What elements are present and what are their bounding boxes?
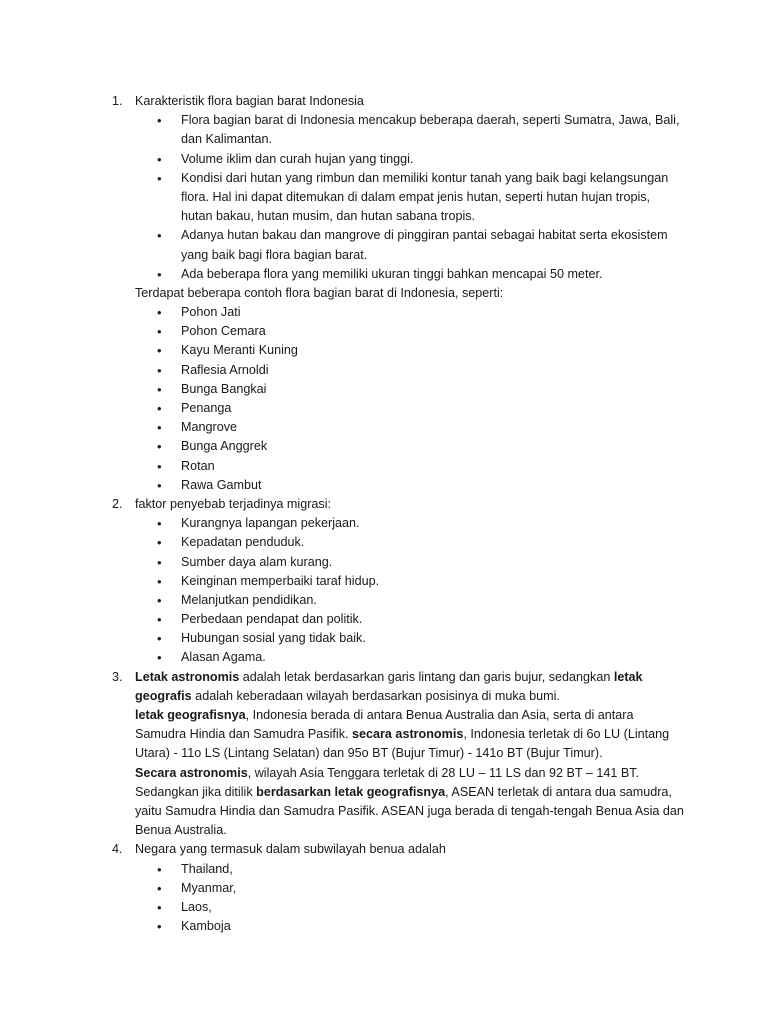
list-item-text: Rotan — [181, 458, 215, 473]
list-item-continuation — [0, 246, 768, 265]
list-item-text: Kepadatan penduduk. — [181, 535, 305, 550]
section-title: faktor penyebab terjadinya migrasi: — [135, 496, 332, 511]
list-item-text: yang baik bagi flora bagian barat. — [181, 247, 368, 262]
section-title: Negara yang termasuk dalam subwilayah benua adalah — [135, 842, 446, 857]
list-item-text: Keinginan memperbaiki taraf hidup. — [181, 573, 380, 588]
bullet-icon: • — [157, 343, 162, 359]
bullet-icon: • — [157, 381, 162, 397]
list-item — [0, 341, 768, 360]
list-item-text: Kamboja — [181, 919, 231, 934]
bullet-icon: • — [157, 477, 162, 493]
bullet-icon: • — [157, 420, 162, 436]
paragraph-text — [135, 725, 669, 744]
list-item — [0, 457, 768, 476]
paragraph-line — [0, 764, 768, 783]
bullet-icon: • — [157, 592, 162, 608]
list-item-text: flora. Hal ini dapat ditemukan di dalam empat jenis hutan, seperti hutan hujan tropis, — [181, 189, 651, 204]
text-run: , Indonesia terletak di 6o LU (Lintang — [463, 727, 670, 742]
list-number: 2. — [112, 496, 123, 511]
list-item-text: Bunga Anggrek — [181, 439, 268, 454]
bullet-icon: • — [157, 458, 162, 474]
list-item — [0, 111, 768, 130]
bullet-icon: • — [157, 650, 162, 666]
list-number: 4. — [112, 842, 123, 857]
list-item — [0, 380, 768, 399]
list-item-text: dan Kalimantan. — [181, 132, 273, 147]
bullet-icon: • — [157, 305, 162, 321]
paragraph-line — [0, 687, 768, 706]
list-item — [0, 265, 768, 284]
list-item — [0, 150, 768, 169]
bullet-icon: • — [157, 631, 162, 647]
text-run: yaitu Samudra Hindia dan Samudra Pasifik. ASEAN juga berada di tengah-tengah Benua Asia dan — [135, 803, 684, 818]
bold-term: secara astronomis — [352, 727, 464, 742]
section-2-heading — [0, 495, 768, 514]
list-item-text: Alasan Agama. — [181, 650, 266, 665]
list-item-continuation — [0, 188, 768, 207]
list-item-text: Sumber daya alam kurang. — [181, 554, 333, 569]
bullet-icon: • — [157, 362, 162, 378]
bold-term: Secara astronomis — [135, 765, 248, 780]
bold-term: Letak astronomis — [135, 669, 240, 684]
bold-term: letak geografisnya — [135, 708, 246, 722]
bullet-icon: • — [157, 861, 162, 877]
bullet-icon: • — [157, 228, 162, 244]
list-item-text: Hubungan sosial yang tidak baik. — [181, 631, 366, 646]
paragraph-text — [135, 802, 684, 821]
section-1-heading — [0, 92, 768, 111]
list-number: 1. — [112, 94, 123, 108]
list-item-text: Mangrove — [181, 420, 238, 435]
list-item-text: Penanga — [181, 401, 232, 415]
bullet-icon: • — [157, 266, 162, 282]
bold-term: berdasarkan letak geografisnya — [256, 784, 446, 799]
bullet-icon: • — [157, 535, 162, 551]
paragraph-line — [0, 725, 768, 744]
list-item-text: Melanjutkan pendidikan. — [181, 592, 317, 607]
bullet-icon: • — [157, 554, 162, 570]
text-run: adalah keberadaan wilayah berdasarkan posisinya di muka bumi. — [191, 688, 560, 703]
text-run: adalah letak berdasarkan garis lintang dan garis bujur, sedangkan — [239, 669, 614, 684]
list-item-continuation — [0, 130, 768, 149]
list-item — [0, 418, 768, 437]
bullet-icon: • — [157, 612, 162, 628]
bullet-icon: • — [157, 324, 162, 340]
paragraph-text — [135, 687, 560, 706]
list-item-text: Ada beberapa flora yang memiliki ukuran tinggi bahkan mencapai 50 meter. — [181, 266, 603, 281]
list-item-text: Laos, — [181, 899, 212, 914]
list-item — [0, 917, 768, 936]
list-item — [0, 322, 768, 341]
bold-term: letak — [613, 669, 643, 684]
list-item-text: Pohon Jati — [181, 305, 241, 320]
bullet-icon: • — [157, 919, 162, 935]
paragraph-text — [135, 744, 603, 763]
list-item-text: Pohon Cemara — [181, 324, 266, 339]
list-item — [0, 610, 768, 629]
list-item — [0, 879, 768, 898]
list-item — [0, 572, 768, 591]
text-run: , Indonesia berada di antara Benua Australia dan Asia, serta di antara — [245, 708, 634, 722]
list-item — [0, 533, 768, 552]
list-item — [0, 169, 768, 188]
paragraph-text — [135, 706, 633, 725]
bullet-icon: • — [157, 151, 162, 167]
text-run: Samudra Hindia dan Samudra Pasifik. — [135, 727, 353, 742]
list-item — [0, 437, 768, 456]
section-3-heading — [0, 668, 768, 687]
paragraph-text — [135, 821, 227, 840]
list-item-text: Volume iklim dan curah hujan yang tinggi. — [181, 151, 414, 166]
paragraph-line — [0, 783, 768, 802]
bullet-icon: • — [157, 439, 162, 455]
section-4-heading — [0, 840, 768, 859]
list-item-text: Kondisi dari hutan yang rimbun dan memiliki kontur tanah yang baik bagi kelangsungan — [181, 170, 669, 185]
list-item — [0, 476, 768, 495]
text-run: Utara) - 11o LS (Lintang Selatan) dan 95o BT (Bujur Timur) - 141o BT (Bujur Timur). — [135, 746, 603, 761]
paragraph-line — [0, 744, 768, 763]
list-item — [0, 591, 768, 610]
list-item-text: Perbedaan pendapat dan politik. — [181, 612, 363, 627]
list-item — [0, 361, 768, 380]
list-item-text: Adanya hutan bakau dan mangrove di pinggiran pantai sebagai habitat serta ekosistem — [181, 228, 668, 243]
examples-intro — [0, 284, 768, 303]
list-item-text: hutan bakau, hutan musim, dan hutan sabana tropis. — [181, 209, 476, 224]
paragraph-line — [0, 706, 768, 725]
list-item — [0, 553, 768, 572]
list-item-continuation — [0, 207, 768, 226]
text-run: , wilayah Asia Tenggara terletak di 28 LU – 11 LS dan 92 BT – 141 BT. — [247, 765, 640, 780]
list-item — [0, 860, 768, 879]
bullet-icon: • — [157, 170, 162, 186]
text-run: Sedangkan jika ditilik — [135, 784, 257, 799]
list-item — [0, 629, 768, 648]
paragraph-line — [0, 821, 768, 840]
list-item — [0, 303, 768, 322]
bold-term: geografis — [135, 688, 192, 703]
list-item — [0, 399, 768, 418]
list-item-text: Myanmar, — [181, 880, 237, 895]
list-item-text: Kurangnya lapangan pekerjaan. — [181, 516, 360, 531]
list-item — [0, 226, 768, 245]
list-item-text: Kayu Meranti Kuning — [181, 343, 298, 358]
list-item — [0, 514, 768, 533]
bullet-icon: • — [157, 573, 162, 589]
document-body — [0, 92, 768, 936]
paragraph-text — [135, 783, 672, 802]
paragraph-text — [135, 764, 639, 783]
list-item-text: Rawa Gambut — [181, 477, 262, 492]
section-title: Karakteristik flora bagian barat Indonesia — [135, 94, 364, 108]
bullet-icon: • — [157, 899, 162, 915]
examples-intro-text: Terdapat beberapa contoh flora bagian barat di Indonesia, seperti: — [135, 285, 504, 300]
paragraph-text — [135, 668, 643, 687]
bullet-icon: • — [157, 401, 162, 416]
list-number: 3. — [112, 669, 123, 684]
list-item-text: Thailand, — [181, 861, 233, 876]
paragraph-line — [0, 802, 768, 821]
bullet-icon: • — [157, 516, 162, 532]
list-item-text: Bunga Bangkai — [181, 381, 267, 396]
list-item — [0, 648, 768, 667]
text-run: Benua Australia. — [135, 823, 227, 838]
text-run: , ASEAN terletak di antara dua samudra, — [445, 784, 672, 799]
list-item-text: Raflesia Arnoldi — [181, 362, 269, 377]
bullet-icon: • — [157, 113, 162, 129]
list-item — [0, 898, 768, 917]
bullet-icon: • — [157, 880, 162, 896]
list-item-text: Flora bagian barat di Indonesia mencakup beberapa daerah, seperti Sumatra, Jawa, Bali, — [181, 113, 680, 128]
